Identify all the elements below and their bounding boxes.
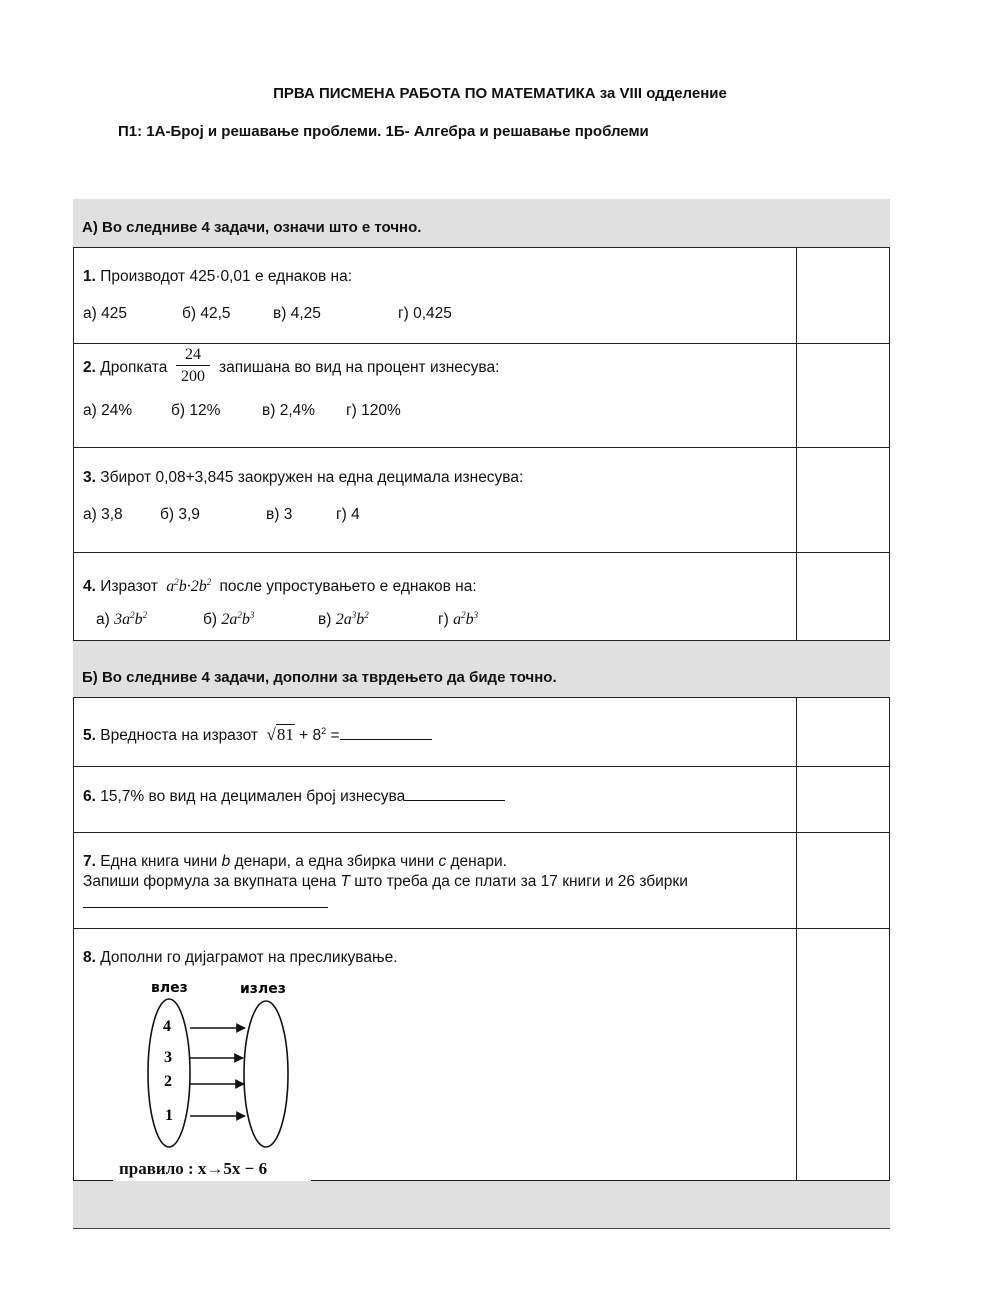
question-8-row xyxy=(73,928,890,1181)
question-1-option-d[interactable]: г) 0,425 xyxy=(398,305,452,322)
section-a-label: А) Во следниве 4 задачи, означи што е точно. xyxy=(82,219,422,236)
question-2-row xyxy=(73,343,890,448)
question-2-option-d[interactable]: г) 120% xyxy=(346,402,401,419)
question-3-option-b[interactable]: б) 3,9 xyxy=(160,506,200,523)
question-2-option-b[interactable]: б) 12% xyxy=(171,402,221,419)
option-a-expression: $3a^2b^2$ xyxy=(114,610,148,628)
exponent: 2 xyxy=(321,726,327,736)
question-1-row xyxy=(73,247,890,344)
question-8-prompt: Дополни го дијаграмот на пресликување. xyxy=(95,949,398,966)
question-3-option-c[interactable]: в) 3 xyxy=(266,506,293,523)
page-title xyxy=(0,85,1000,102)
question-7-answer-box[interactable] xyxy=(796,833,889,928)
question-5-number: 5. xyxy=(83,727,96,744)
question-2-option-a[interactable]: а) 24% xyxy=(83,402,133,419)
mapping-rule-text: правило : x→5x − 6 xyxy=(119,1159,268,1178)
question-7-line-1 xyxy=(83,853,507,871)
question-1-answer-box[interactable] xyxy=(796,248,889,343)
question-7-line-2 xyxy=(83,873,688,891)
question-5-answer-blank[interactable] xyxy=(340,727,432,740)
line-2-part-a: Запиши формула за вкупната цена xyxy=(83,873,341,890)
question-3-row xyxy=(73,447,890,553)
plus-term: + 8 xyxy=(294,727,322,744)
question-8-answer-box[interactable] xyxy=(796,929,889,1180)
radicand: 81 xyxy=(276,725,294,744)
input-value-3: 3 xyxy=(164,1049,172,1066)
question-6-text xyxy=(83,788,505,806)
question-8-number: 8. xyxy=(83,949,96,966)
option-b-expression: $2a^2b^3$ xyxy=(221,610,255,628)
square-root: √81 xyxy=(262,725,294,744)
input-value-4: 4 xyxy=(163,1018,171,1035)
line-1-part-c: денари. xyxy=(446,853,507,870)
question-1-prompt: Производот 425·0,01 е еднаков на: xyxy=(100,268,352,285)
title-grade: за VIII одделение xyxy=(595,85,727,102)
question-3-number: 3. xyxy=(83,469,96,486)
input-value-1: 1 xyxy=(165,1107,173,1124)
question-1-option-b[interactable]: б) 42,5 xyxy=(182,305,231,322)
question-1-option-a[interactable]: а) 425 xyxy=(83,305,127,322)
question-4-text xyxy=(83,578,477,596)
question-2-text xyxy=(83,359,167,377)
question-3-text xyxy=(83,469,523,487)
question-7-number: 7. xyxy=(83,853,96,870)
question-2-number: 2. xyxy=(83,359,96,376)
question-5-prompt: Вредноста на изразот xyxy=(100,727,258,744)
mapping-rule xyxy=(113,1158,311,1181)
question-4-row xyxy=(73,552,890,641)
fraction-denominator: 200 xyxy=(181,368,205,385)
title-main: ПРВА ПИСМЕНА РАБОТА ПО МАТЕМАТИКА xyxy=(273,85,596,102)
question-6-answer-box[interactable] xyxy=(796,767,889,832)
question-4-answer-box[interactable] xyxy=(796,553,889,640)
footer-band xyxy=(73,1181,890,1229)
question-3-prompt: Збирот 0,08+3,845 заокружен на една децимала изнесува: xyxy=(100,469,524,486)
question-4-option-d[interactable] xyxy=(438,611,478,629)
section-b-label: Б) Во следниве 4 задачи, дополни за тврдењето да биде точно. xyxy=(82,669,557,686)
variable-b: b xyxy=(221,853,231,870)
question-4-number: 4. xyxy=(83,578,96,595)
option-d-expression: $a^2b^3$ xyxy=(453,610,479,628)
section-a-header xyxy=(73,199,890,247)
question-1-text xyxy=(83,268,352,286)
question-3-option-a[interactable]: а) 3,8 xyxy=(83,506,123,523)
question-4-option-a[interactable] xyxy=(96,611,147,629)
variable-t: T xyxy=(340,873,350,890)
option-c-expression: $2a^3b^2$ xyxy=(335,610,369,628)
option-d-letter: г) xyxy=(438,611,449,628)
question-4-option-b[interactable] xyxy=(203,611,254,629)
question-2-option-c[interactable]: в) 2,4% xyxy=(262,402,316,419)
question-2-prompt-end: запишана во вид на процент изнесува: xyxy=(219,359,500,376)
question-6-prompt: 15,7% во вид на децимален број изнесува xyxy=(100,788,406,805)
option-c-letter: в) xyxy=(318,611,332,628)
fraction-numerator: 24 xyxy=(176,346,210,366)
section-b-header xyxy=(73,641,890,698)
line-1-part-a: Една книга чини xyxy=(100,853,222,870)
question-4-prompt-start: Изразот xyxy=(100,578,158,595)
input-label: влез xyxy=(151,980,188,996)
question-2-fraction xyxy=(176,346,210,386)
question-5-answer-box[interactable] xyxy=(796,698,889,766)
question-5-text xyxy=(83,725,432,745)
question-6-answer-blank[interactable] xyxy=(405,788,505,801)
question-6-number: 6. xyxy=(83,788,96,805)
variable-c: c xyxy=(438,853,447,870)
question-1-number: 1. xyxy=(83,268,96,285)
line-2-part-b: што треба да се плати за 17 книги и 26 збирки xyxy=(349,873,688,890)
line-1-part-b: денари, а една збирка чини xyxy=(230,853,439,870)
question-1-option-c[interactable]: в) 4,25 xyxy=(273,305,321,322)
question-3-option-d[interactable]: г) 4 xyxy=(336,506,360,523)
option-a-letter: а) xyxy=(96,611,110,628)
question-2-answer-box[interactable] xyxy=(796,344,889,447)
question-7-row xyxy=(73,832,890,929)
question-5-row xyxy=(73,697,890,767)
question-4-option-c[interactable] xyxy=(318,611,369,629)
question-2-prompt-start: Дропката xyxy=(100,359,168,376)
question-6-row xyxy=(73,766,890,833)
question-7-answer-blank[interactable] xyxy=(83,895,328,913)
question-4-prompt-end: после упростувањето е еднаков на: xyxy=(219,578,477,595)
page-subtitle: П1: 1А-Број и решавање проблеми. 1Б- Алгебра и решавање проблеми xyxy=(118,123,649,140)
output-label: излез xyxy=(240,981,286,997)
question-4-expression: $a^2b\cdot 2b^2$ xyxy=(162,577,212,595)
question-8-text xyxy=(83,949,398,967)
question-3-answer-box[interactable] xyxy=(796,448,889,552)
equals-sign: = xyxy=(326,727,340,744)
input-value-2: 2 xyxy=(164,1073,172,1090)
option-b-letter: б) xyxy=(203,611,218,628)
